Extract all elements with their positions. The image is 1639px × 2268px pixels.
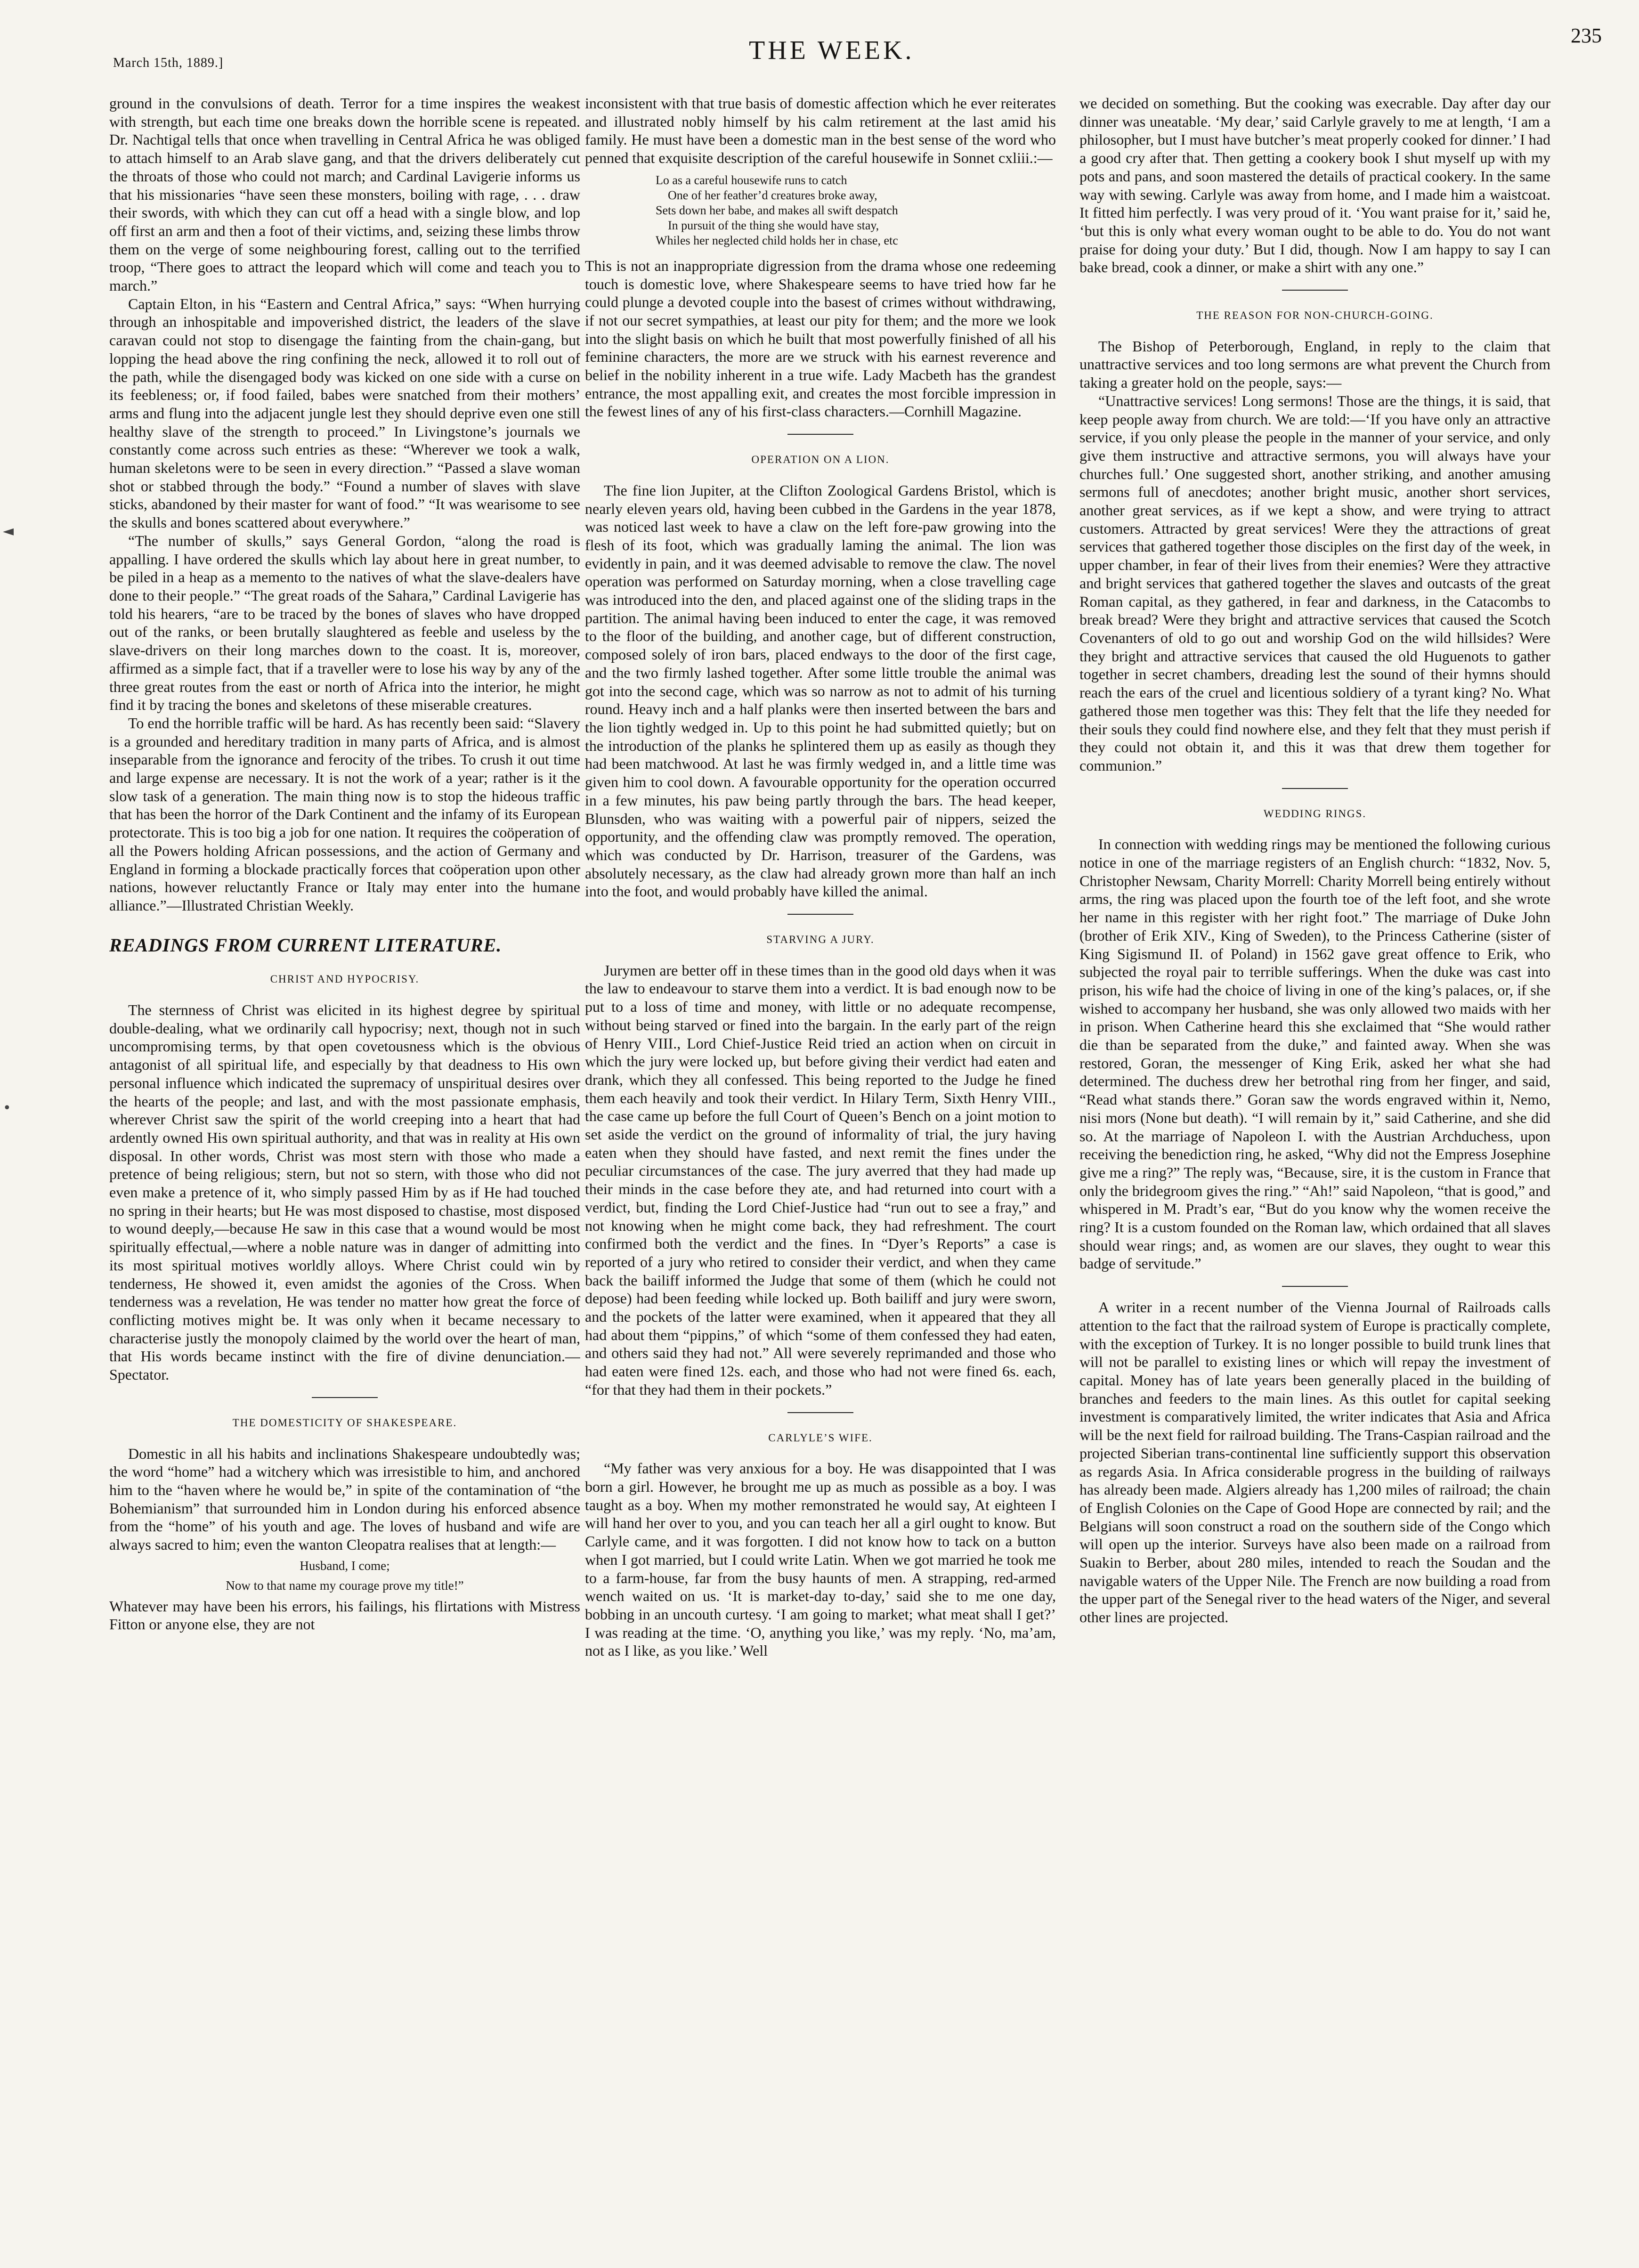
divider (312, 1397, 378, 1398)
poem-line: Sets down her babe, and makes all swift despatch (656, 203, 898, 217)
quotation-line: Husband, I come; (300, 1558, 390, 1573)
article-paragraph: Jurymen are better off in these times than in the good old days when it was the law to endeavour to starve them into a verdict. It is bad enough now to be put to a loss of time and money, with little or no adequate recompense, without being starved or fined into the bargain. In the early part of the reign of Henry VIII., Lord Chief-Justice Reid tried an action when on circuit in which the jury were locked up, but before giving their verdict had eaten and drank, which they all confessed. This being reported to the Judge he fined them each heavily and took their verdict. In Hilary Term, Sixth Henry VIII., the case came up before the full Court of Queen’s Bench on a joint motion to set aside the verdict on the ground of informality of trial, the jury having eaten when they should have fasted, and next remit the fines under the peculiar circumstances of the case. The jury averred that they had made up their minds in the case before they ate, and had returned into court with a verdict, but, finding the Lord Chief-Justice had “run out to see a fray,” and not knowing when he might come back, they had refreshment. The court confirmed both the verdict and the fines. In “Dyer’s Reports” a case is reported of a jury who retired to consider their verdict, and when they came back the bailiff informed the Judge that some of them (which he could not depose) had been feeding while locked up. Both bailiff and jury were sworn, and the pockets of the latter were examined, when it appeared that they all had about them “pippins,” of which “some of them confessed they had eaten, and others said they had not.” All were severely reprimanded and those who had eaten were fined 12s. each, and those who had not were fined 6s. each, “for that they had them in their pockets.” (585, 961, 1056, 1398)
article-heading: STARVING A JURY. (766, 934, 875, 946)
article-heading: WEDDING RINGS. (1263, 807, 1367, 820)
sonnet-quotation (656, 173, 1056, 248)
article-paragraph: Captain Elton, in his “Eastern and Central Africa,” says: “When hurrying through an inhospitable and impoverished district, the leaders of the slave caravan could not stop to disengage the fainting from the chain-gang, but lopping the head above the ring confining the neck, allowed it to roll out of the path, while the disengaged body was kicked on one side with a curse on its feebleness; or, if food failed, babes were snatched from their mothers’ arms and flung into the adjacent jungle lest they should deprive even one still healthy slave of the strength to proceed.” In Livingstone’s journals we constantly come across such entries as these: “Wherever we took a walk, human skeletons were to be seen in every direction.” “Passed a slave woman shot or stabbed through the body.” “Found a number of slaves with slave sticks, abandoned by their master for want of food.” “It was wearisome to see the skulls and bones scattered about everywhere.” (109, 295, 580, 531)
page-number: 235 (1571, 24, 1602, 47)
page-header (0, 0, 1639, 94)
article-paragraph: “My father was very anxious for a boy. He was disappointed that I was born a girl. However, he brought me up as much as possible as a boy. I was taught as a boy. When my mother remonstrated he would say, At eighteen I will hand her over to you, and you can teach her all a girl ought to know. But Carlyle came, and it was forgotten. I did not know how to tack on a button when I got married, but I could write Latin. When we got married he took me to a farm-house, far from the busy haunts of men. A strapping, red-armed wench waited on us. ‘It is market-day to-day,’ said she to me one day, bobbing in an uncouth curtesy. ‘I am going to market; what meat shall I get?’ I was reading at the time. ‘O, anything you like,’ was my reply. ‘No, ma’am, not as I like, as you like.’ Well (585, 1460, 1056, 1659)
issue-date: March 15th, 1889.] (113, 56, 224, 70)
margin-mark: ◄ (3, 523, 14, 539)
article-paragraph: “The number of skulls,” says General Gordon, “along the road is appalling. I have ordered the skulls which lay about here in great number, to be piled in a heap as a memento to the natives of what the slave-dealers have done to their people.” “The great roads of the Sahara,” Cardinal Lavigerie has told his hearers, “are to be traced by the bones of slaves who have dropped out of the ranks, or been brutally slaughtered as feeble and useless by the slave-drivers on their long marches down to the coast. It is, moreover, affirmed as a simple fact, that if a traveller were to lose his way by any of the three great routes from the east or north of Africa into the interior, he might find it by tracing the bones and skeletons of these miserable creatures. (109, 532, 580, 714)
divider (1282, 290, 1348, 291)
article-paragraph: Whatever may have been his errors, his failings, his flirtations with Mistress Fitton or anyone else, they are not (109, 1597, 580, 1633)
article-paragraph: “Unattractive services! Long sermons! Those are the things, it is said, that keep people away from church. We are told:—‘If you have only an attractive service, if you only please the people in the manner of your service, and only give them instructive and attractive sermons, you will always have your churches full.’ One suggested short, another striking, and another amusing sermons full of anecdotes; another bright music, another short services, another great services, as if we kept a show, and were trying to attract customers. Attracted by great services! Were they the attractions of great services that gathered together those disciples on the first day of the week, in upper chamber, in fear of their lives from their enemies? Were they attractive and bright services that gathered together the slaves and outcasts of the great Roman capital, as they gathered, in fear and darkness, in the Catacombs to break bread? Were they bright and attractive services that caused the Scotch Covenanters of old to go out and worship God on the wild hillsides? Were they bright and attractive services that caused the old Huguenots to gather together in secret chambers, dreading lest the sound of their hymns should reach the ears of the cruel and licentious soldiery of a tyrant king? No. What gathered those men together was this: They felt that the life they needed for their souls they could find nowhere else, and they felt that they must perish if they could not obtain it, and this it was that drew them together for communion.” (1079, 392, 1550, 774)
divider (787, 914, 853, 915)
article-paragraph: To end the horrible traffic will be hard. As has recently been said: “Slavery is a grounded and hereditary tradition in many parts of Africa, and is almost inseparable from the ignorance and ferocity of the tribes. To crush it out time and large expense are necessary. It is not the work of a year; rather is it the slow task of a generation. The main thing now is to stop the hideous traffic that has been the horror of the Dark Continent and the infamy of its European protectorate. This is too big a job for one nation. It requires the coöperation of all the Powers holding African possessions, and the action of Germany and England in forming a blockade practically forces that coöperation upon other nations, however reluctantly France or Italy may enter into the humane alliance.”—Illustrated Christian Weekly. (109, 714, 580, 914)
divider (787, 434, 853, 435)
article-paragraph: The sternness of Christ was elicited in its highest degree by spiritual double-dealing, what we ordinarily call hypocrisy; next, though not in such uncompromising terms, by that open covetousness which is the obvious antagonist of all spiritual life, and especially by that deadness to His own personal influence which indicated the supremacy of unspiritual desires over the hearts of the people; and last, and with the most passionate emphasis, wherever Christ saw the spirit of the world creeping into a heart that had ardently owned His own spiritual authority, and that was in reality at His own disposal. In other words, Christ was most stern with those who made a pretence of being religious; stern, but not so stern, with those who did not even make a pretence of it, who simply passed Him by as if He had touched no spring in their hearts; but He was most disposed to chastise, most disposed to wound deeply,—because He saw in this case that a wound would be most spiritually effectual,—where a noble nature was in danger of admitting into its most spiritual motives worldly alloys. Where Christ could win by tenderness, He showed it, even amidst the agonies of the Cross. When tenderness was a revelation, He was tender no matter how great the force of conflicting motives might be. It was only when it became necessary to characterise justly the monopoly claimed by the world over the heart of man, that His words became instinct with the fire of divine denunciation.—Spectator. (109, 1001, 580, 1383)
column-2 (585, 94, 1056, 2242)
article-paragraph: inconsistent with that true basis of domestic affection which he ever reiterates and illustrated nobly himself by his calm retirement at the last amid his family. He must have been a domestic man in the best sense of the word who penned that exquisite description of the careful housewife in Sonnet cxliii.:— (585, 95, 1056, 167)
poem-line: Whiles her neglected child holds her in chase, etc (656, 233, 898, 247)
article-paragraph: This is not an inappropriate digression from the drama whose one redeeming touch is domestic love, where Shakespeare seems to have tried how far he could plunge a devoted couple into the basest of crimes without withdrawing, if not our secret sympathies, at least our pity for them; and the more we look into the slight basis on which he built that most powerfully finished of all his feminine characters, the more are we struck with his earnest reverence and belief in the nobility inherent in a true wife. Lady Macbeth has the grandest entrance, the most appalling exit, and creates the most forcible impression in the fewest lines of any of his first-class characters.—Cornhill Magazine. (585, 257, 1056, 420)
article-paragraph: In connection with wedding rings may be mentioned the following curious notice in one of the marriage registers of an English church: “1832, Nov. 5, Christopher Newsam, Charity Morrell: Charity Morrell being entirely without arms, the ring was placed upon the fourth toe of the left foot, and she wrote her name in this register with her right foot.” The marriage of Duke John (brother of Erik XIV., King of Sweden), to the Princess Catherine (sister of King Sigismund II. of Poland) in 1562 gave great offence to Erik, who subjected the royal pair to terrible sufferings. When the duke was cast into prison, his wife had the choice of living in one of the king’s palaces, or, if she wished to accompany her husband, she was only allowed two maids with her in prison. When Catherine heard this she exclaimed that “She would rather die than be separated from the duke,” and fainted away. When she was restored, Goran, the messenger of King Erik, asked her what she had determined. The duchess drew her betrothal ring from her finger, and said, “Read what stands there.” Goran saw the words engraved within it, Nemo, nisi mors (None but death). “I will remain by it,” said Catherine, and she did so. At the marriage of Napoleon I. with the Austrian Archduchess, upon receiving the benediction ring, he asked, “Why did not the Empress Josephine give me a ring?” The reply was, “Because, sire, it is the custom in France that only the bridegroom gives the ring.” “Ah!” said Napoleon, “that is good,” and whispered in M. Pradt’s ear, “But do you know why the women receive the ring? It is a custom founded on the Roman law, which ordained that all slaves should wear rings; and, as women are our slaves, they ought to wear this badge of servitude.” (1079, 836, 1550, 1272)
column-1 (109, 94, 580, 2242)
article-paragraph: The fine lion Jupiter, at the Clifton Zoological Gardens Bristol, which is nearly eleven years old, having been cubbed in the Gardens in the year 1878, was noticed last week to have a claw on the left fore-paw growing into the flesh of its foot, which was gradually laming the animal. The lion was evidently in pain, and it was deemed advisable to remove the claw. The novel operation was performed on Saturday morning, when a close travelling cage was introduced into the den, and placed against one of the sliding traps in the partition. The animal having been induced to enter the cage, it was removed to the floor of the building, and another cage, but of different construction, composed solely of iron bars, placed endways to the door of the first cage, and the two firmly lashed together. After some little trouble the animal was got into the second cage, which was so narrow as not to admit of his turning round. Heavy inch and a half planks were then inserted between the bars and the lion tightly wedged in. Up to this point he had submitted quietly; but on the introduction of the planks he splintered them up as easily as though they had been matchwood. At last he was firmly wedged in, and a little time was given him to cool down. A favourable opportunity for the operation occurred in a few minutes, his paw being partly through the bars. The head keeper, Blunsden, who was waiting with a powerful pair of nippers, seized the opportunity, and the offending claw was promptly removed. The operation, which was conducted by Dr. Harrison, treasurer of the Gardens, was absolutely necessary, as the claw had already grown more than half an inch into the foot, and would probably have killed the animal. (585, 481, 1056, 900)
poem-line: Lo as a careful housewife runs to catch (656, 173, 847, 187)
poem-line: One of her feather’d creatures broke away, (668, 188, 877, 202)
article-paragraph: we decided on something. But the cooking was execrable. Day after day our dinner was uneatable. ‘My dear,’ said Carlyle gravely to me at length, ‘I am a philosopher, but I must have butcher’s meat properly cooked for dinner.’ I had a good cry after that. Then getting a cookery book I shut myself up with my pots and pans, and soon mastered the details of practical cookery. In the same way with sewing. Carlyle was away from home, and I made him a waistcoat. It fitted him perfectly. I was very proud of it. ‘You want praise for it,’ said he, ‘but this is only what every woman ought to be able to do. You do not want praise for doing your duty.’ But I did, though. Now I am happy to say I can bake bread, cook a dinner, or make a shirt with any one.” (1079, 95, 1550, 276)
article-paragraph: ground in the convulsions of death. Terror for a time inspires the weakest with strength, but each time one breaks down the horrible scene is repeated. Dr. Nachtigal tells that once when travelling in Central Africa he was obliged to attach himself to an Arab slave gang, and that the drivers deliberately cut the throats of those who could not march; and Cardinal Lavigerie informs us that his missionaries “have seen these monsters, boiling with rage, . . . draw their swords, with which they can cut off a head with a single blow, and lop off first an arm and then a foot of their victims, and, seizing these limbs throw them on the verge of some neighbouring forest, calling out to the terrified troop, “There goes to attract the leopard which will come and teach you to march.” (109, 95, 580, 294)
article-paragraph: The Bishop of Peterborough, England, in reply to the claim that unattractive services and too long sermons are what prevent the Church from taking a greater hold on the people, says:— (1079, 337, 1550, 391)
divider (787, 1412, 853, 1413)
divider (1282, 1286, 1348, 1287)
quotation-line: Now to that name my courage prove my title!” (226, 1578, 464, 1593)
divider (1282, 788, 1348, 789)
column-3 (1079, 94, 1550, 2242)
poem-line: In pursuit of the thing she would have stay, (668, 218, 879, 232)
margin-mark: • (3, 1100, 11, 1116)
article-paragraph: Domestic in all his habits and inclinations Shakespeare undoubtedly was; the word “home” had a witchery which was irresistible to him, and anchored him to the “haven where he would be,” in spite of the contamination of “the Bohemianism” that surrounded him in London during his enforced absence from the “home” of his youth and age. The loves of husband and wife are always sacred to him; even the wanton Cleopatra realises that at length:— (109, 1445, 580, 1553)
article-heading: OPERATION ON A LION. (751, 454, 890, 466)
masthead-title: THE WEEK. (749, 36, 915, 65)
article-heading: CHRIST AND HYPOCRISY. (270, 973, 420, 985)
article-heading: THE DOMESTICITY OF SHAKESPEARE. (232, 1416, 457, 1429)
article-heading: THE REASON FOR NON-CHURCH-GOING. (1196, 309, 1434, 322)
article-paragraph: A writer in a recent number of the Vienna Journal of Railroads calls attention to the fact that the railroad system of Europe is practically complete, with the exception of Turkey. It is no longer possible to build trunk lines that will not be parallel to existing lines or which will repay the investment of capital. Money has of late years been generally placed in the building of branches and feeders to the main lines. As this outlet for capital seeking investment is comparatively limited, the writer indicates that Asia and Africa will be the next field for railroad building. The Trans-Caspian railroad and the projected Siberian trans-continental line sufficiently support this observation as regards Asia. In Africa considerable progress in the building of railways has already been made. Algiers already has 1,200 miles of railroad; the chain of English Colonies on the Cape of Good Hope are connected by rail; and the Belgians will soon construct a road on the southern side of the Congo which will open up the interior. Surveys have also been made on a railroad from Suakin to Berber, about 280 miles, intended to reach the Soudan and the navigable waters of the Upper Nile. The French are now building a road from the upper part of the Senegal river to the head waters of the Niger, and several other lines are projected. (1079, 1299, 1550, 1626)
article-heading: CARLYLE’S WIFE. (768, 1431, 873, 1444)
section-heading: READINGS FROM CURRENT LITERATURE. (109, 934, 502, 956)
